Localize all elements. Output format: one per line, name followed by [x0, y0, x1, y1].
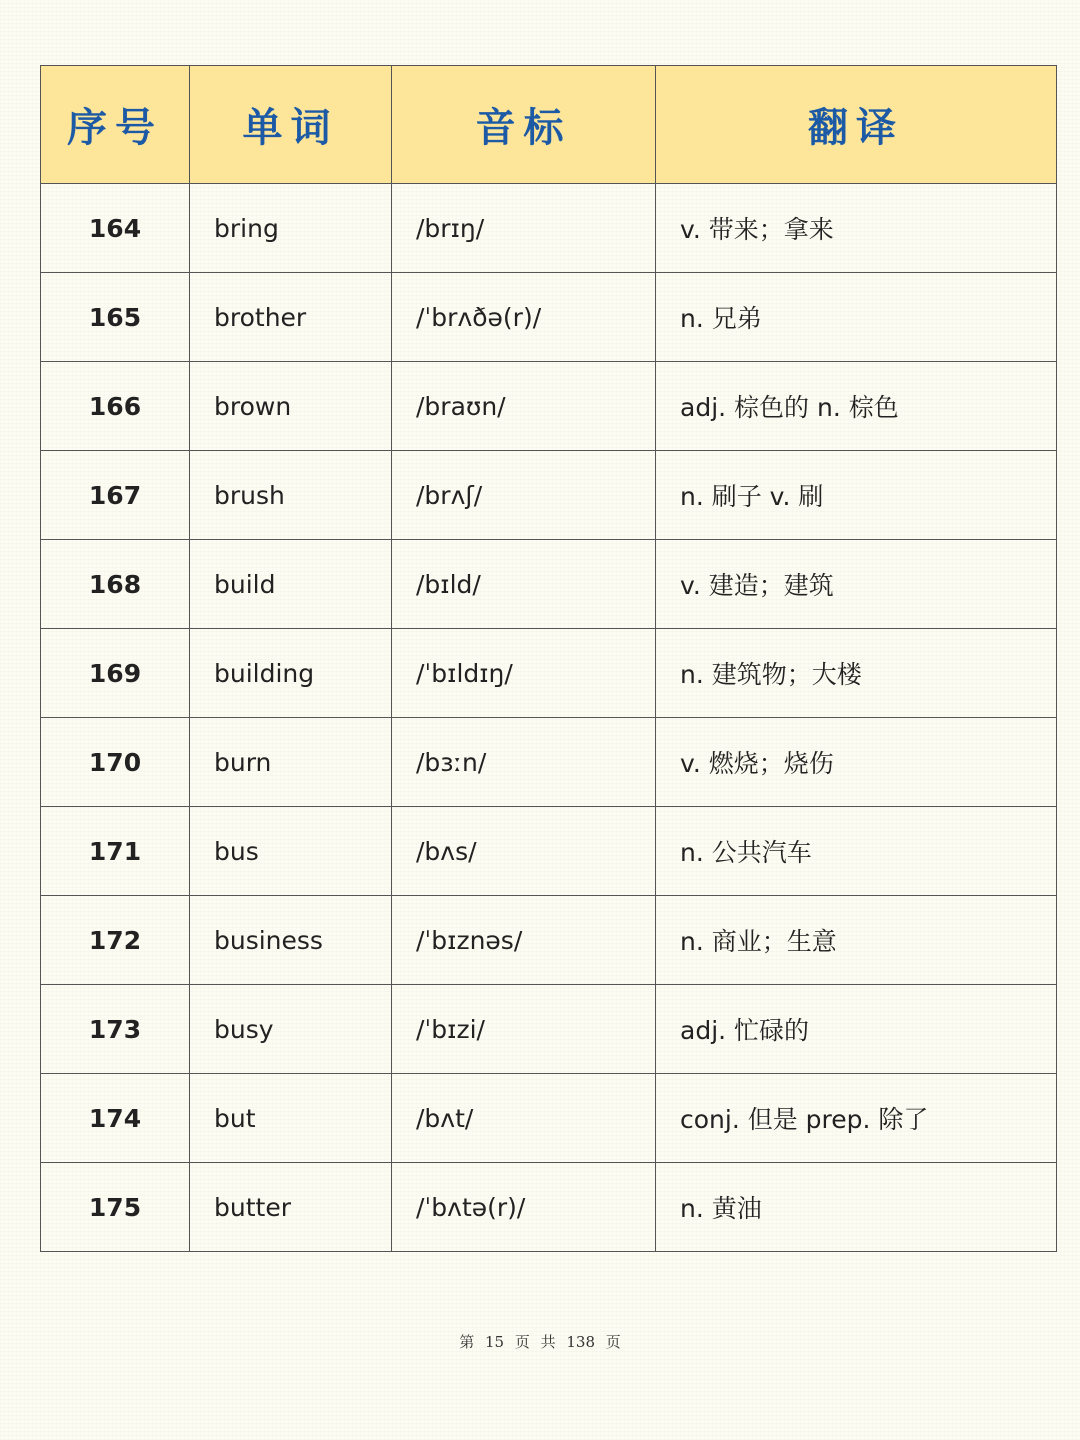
- row-word: bring: [190, 184, 392, 273]
- row-phonetic: /bɜːn/: [392, 718, 656, 807]
- row-number: 171: [41, 807, 190, 896]
- row-word: but: [190, 1074, 392, 1163]
- row-translation: n. 建筑物；大楼: [656, 629, 1057, 718]
- row-phonetic: /ˈbɪznəs/: [392, 896, 656, 985]
- row-translation: n. 商业；生意: [656, 896, 1057, 985]
- row-phonetic: /bɪld/: [392, 540, 656, 629]
- row-translation: n. 公共汽车: [656, 807, 1057, 896]
- table-row: [41, 451, 1057, 540]
- row-phonetic: /ˈbɪldɪŋ/: [392, 629, 656, 718]
- header-number: 序号: [41, 66, 190, 184]
- row-number: 165: [41, 273, 190, 362]
- row-translation: v. 燃烧；烧伤: [656, 718, 1057, 807]
- row-translation: adj. 忙碌的: [656, 985, 1057, 1074]
- row-phonetic: /brɪŋ/: [392, 184, 656, 273]
- row-number: 166: [41, 362, 190, 451]
- row-word: build: [190, 540, 392, 629]
- row-phonetic: /bʌs/: [392, 807, 656, 896]
- row-phonetic: /braʊn/: [392, 362, 656, 451]
- table-header-row: [41, 66, 1057, 184]
- row-translation: v. 带来；拿来: [656, 184, 1057, 273]
- row-word: bus: [190, 807, 392, 896]
- row-number: 169: [41, 629, 190, 718]
- row-word: building: [190, 629, 392, 718]
- header-word: 单词: [190, 66, 392, 184]
- row-phonetic: /brʌʃ/: [392, 451, 656, 540]
- page-footer: 第 15 页 共 138 页: [459, 1333, 621, 1351]
- row-translation: n. 黄油: [656, 1163, 1057, 1252]
- row-word: brown: [190, 362, 392, 451]
- header-phonetic: 音标: [392, 66, 656, 184]
- row-translation: v. 建造；建筑: [656, 540, 1057, 629]
- table-row: [41, 896, 1057, 985]
- row-translation: adj. 棕色的 n. 棕色: [656, 362, 1057, 451]
- row-number: 170: [41, 718, 190, 807]
- vocabulary-table: [40, 65, 1057, 1252]
- row-phonetic: /ˈbrʌðə(r)/: [392, 273, 656, 362]
- table-row: [41, 1074, 1057, 1163]
- row-word: brother: [190, 273, 392, 362]
- table-row: [41, 184, 1057, 273]
- row-phonetic: /ˈbʌtə(r)/: [392, 1163, 656, 1252]
- row-number: 168: [41, 540, 190, 629]
- row-translation: n. 刷子 v. 刷: [656, 451, 1057, 540]
- table-row: [41, 985, 1057, 1074]
- row-word: brush: [190, 451, 392, 540]
- table-row: [41, 807, 1057, 896]
- row-phonetic: /bʌt/: [392, 1074, 656, 1163]
- table-row: [41, 1163, 1057, 1252]
- row-word: business: [190, 896, 392, 985]
- row-number: 173: [41, 985, 190, 1074]
- table-row: [41, 629, 1057, 718]
- row-number: 175: [41, 1163, 190, 1252]
- row-word: burn: [190, 718, 392, 807]
- row-word: butter: [190, 1163, 392, 1252]
- row-translation: conj. 但是 prep. 除了: [656, 1074, 1057, 1163]
- row-number: 174: [41, 1074, 190, 1163]
- row-number: 164: [41, 184, 190, 273]
- table-row: [41, 362, 1057, 451]
- header-translation: 翻译: [656, 66, 1057, 184]
- table-row: [41, 540, 1057, 629]
- table-row: [41, 718, 1057, 807]
- row-number: 172: [41, 896, 190, 985]
- table-row: [41, 273, 1057, 362]
- row-translation: n. 兄弟: [656, 273, 1057, 362]
- row-number: 167: [41, 451, 190, 540]
- row-phonetic: /ˈbɪzi/: [392, 985, 656, 1074]
- row-word: busy: [190, 985, 392, 1074]
